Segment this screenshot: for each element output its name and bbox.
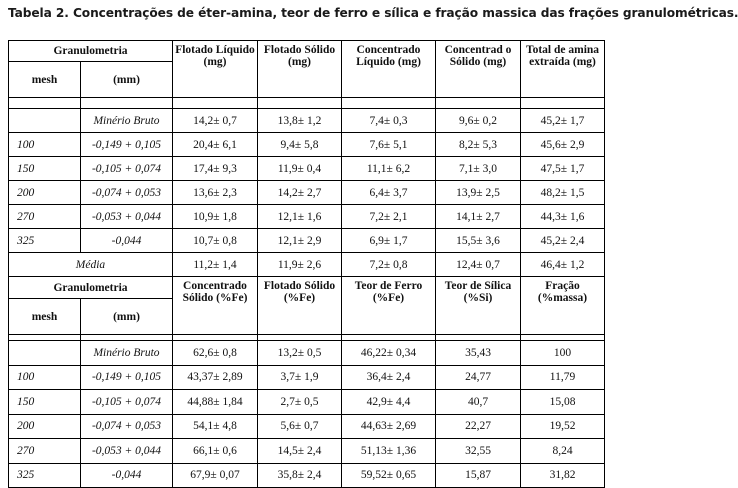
cell-mm: -0,053 + 0,044	[81, 205, 173, 229]
cell-value: 7,2± 0,8	[342, 253, 436, 277]
cell-value: 42,9± 4,4	[342, 390, 436, 415]
table-row	[9, 463, 605, 488]
header-mesh: mesh	[9, 299, 81, 335]
spacer-cell	[258, 98, 342, 109]
cell-value: 32,55	[436, 439, 521, 464]
cell-value: 35,8± 2,4	[258, 463, 342, 488]
table-row	[9, 205, 605, 229]
cell-value: 40,7	[436, 390, 521, 415]
cell-value: 11,9± 0,4	[258, 157, 342, 181]
cell-value: 8,2± 5,3	[436, 133, 521, 157]
cell-mesh: 150	[9, 390, 81, 415]
cell-value: 17,4± 9,3	[173, 157, 258, 181]
cell-value: 11,1± 6,2	[342, 157, 436, 181]
cell-mesh: 100	[9, 365, 81, 390]
cell-value: 100	[521, 341, 605, 366]
cell-value: 10,7± 0,8	[173, 229, 258, 253]
cell-value: 20,4± 6,1	[173, 133, 258, 157]
cell-value: 14,2± 2,7	[258, 181, 342, 205]
header-flotado-solido-fe: Flotado Sólido (%Fe)	[258, 277, 342, 335]
cell-mm: -0,105 + 0,074	[81, 157, 173, 181]
cell-value: 43,37± 2,89	[173, 365, 258, 390]
header-concentrado-liquido: Concentrado Líquido (mg)	[342, 41, 436, 98]
cell-value: 46,4± 1,2	[521, 253, 605, 277]
table-row	[9, 229, 605, 253]
spacer-cell	[342, 98, 436, 109]
table-caption: Tabela 2. Concentrações de éter-amina, teor de ferro e sílica e fração massica das frações granulométricas.	[8, 6, 738, 20]
cell-value: 13,8± 1,2	[258, 109, 342, 133]
cell-value: 7,4± 0,3	[342, 109, 436, 133]
cell-value: 51,13± 1,36	[342, 439, 436, 464]
cell-value: 36,4± 2,4	[342, 365, 436, 390]
spacer-cell	[9, 98, 81, 109]
cell-mm: -0,149 + 0,105	[81, 365, 173, 390]
spacer-cell	[521, 98, 605, 109]
cell-value: 67,9± 0,07	[173, 463, 258, 488]
cell-value: 11,2± 1,4	[173, 253, 258, 277]
cell-value: 13,6± 2,3	[173, 181, 258, 205]
cell-mm: -0,044	[81, 229, 173, 253]
cell-value: 12,1± 2,9	[258, 229, 342, 253]
header-teor-ferro: Teor de Ferro (%Fe)	[342, 277, 436, 335]
cell-value: 48,2± 1,5	[521, 181, 605, 205]
cell-media-label: Média	[9, 253, 173, 277]
cell-value: 15,08	[521, 390, 605, 415]
cell-value: 45,2± 1,7	[521, 109, 605, 133]
header-concentrado-solido-fe: Concentrado Sólido (%Fe)	[173, 277, 258, 335]
cell-value: 14,1± 2,7	[436, 205, 521, 229]
cell-value: 7,1± 3,0	[436, 157, 521, 181]
spacer-cell	[81, 98, 173, 109]
header-total-amina: Total de amina extraída (mg)	[521, 41, 605, 98]
cell-value: 5,6± 0,7	[258, 414, 342, 439]
cell-value: 10,9± 1,8	[173, 205, 258, 229]
table-row	[9, 439, 605, 464]
cell-value: 9,6± 0,2	[436, 109, 521, 133]
cell-value: 62,6± 0,8	[173, 341, 258, 366]
cell-value: 13,2± 0,5	[258, 341, 342, 366]
cell-value: 9,4± 5,8	[258, 133, 342, 157]
cell-value: 11,9± 2,6	[258, 253, 342, 277]
cell-mesh: 100	[9, 133, 81, 157]
table-row	[9, 365, 605, 390]
cell-value: 24,77	[436, 365, 521, 390]
cell-value: 7,2± 2,1	[342, 205, 436, 229]
cell-value: 11,79	[521, 365, 605, 390]
header-fracao: Fração (%massa)	[521, 277, 605, 335]
cell-value: 54,1± 4,8	[173, 414, 258, 439]
cell-value: 7,6± 5,1	[342, 133, 436, 157]
table-row	[9, 414, 605, 439]
cell-value: 47,5± 1,7	[521, 157, 605, 181]
cell-mm: -0,074 + 0,053	[81, 414, 173, 439]
cell-mesh: 270	[9, 205, 81, 229]
cell-mesh: 150	[9, 157, 81, 181]
header-flotado-liquido: Flotado Líquido (mg)	[173, 41, 258, 98]
header-concentrado-solido: Concentrad o Sólido (mg)	[436, 41, 521, 98]
cell-value: 45,2± 2,4	[521, 229, 605, 253]
cell-value: 14,2± 0,7	[173, 109, 258, 133]
cell-value: 12,4± 0,7	[436, 253, 521, 277]
table-row	[9, 390, 605, 415]
cell-value: 6,9± 1,7	[342, 229, 436, 253]
header-mm: (mm)	[81, 62, 173, 98]
cell-value: 31,82	[521, 463, 605, 488]
header-granulometria: Granulometria	[9, 277, 173, 299]
table-row	[9, 181, 605, 205]
cell-mm: -0,149 + 0,105	[81, 133, 173, 157]
cell-mm: Minério Bruto	[81, 109, 173, 133]
cell-mesh	[9, 109, 81, 133]
table-row	[9, 341, 605, 366]
table-row-media	[9, 253, 605, 277]
cell-mm: Minério Bruto	[81, 341, 173, 366]
table-row	[9, 109, 605, 133]
data-table	[8, 40, 605, 488]
header-mm: (mm)	[81, 299, 173, 335]
cell-value: 44,63± 2,69	[342, 414, 436, 439]
cell-value: 44,3± 1,6	[521, 205, 605, 229]
table-row	[9, 133, 605, 157]
cell-value: 45,6± 2,9	[521, 133, 605, 157]
cell-mesh: 270	[9, 439, 81, 464]
header-flotado-solido: Flotado Sólido (mg)	[258, 41, 342, 98]
cell-value: 15,5± 3,6	[436, 229, 521, 253]
cell-value: 2,7± 0,5	[258, 390, 342, 415]
cell-value: 59,52± 0,65	[342, 463, 436, 488]
cell-value: 6,4± 3,7	[342, 181, 436, 205]
cell-value: 22,27	[436, 414, 521, 439]
cell-mesh: 200	[9, 181, 81, 205]
cell-value: 8,24	[521, 439, 605, 464]
table-row	[9, 157, 605, 181]
cell-value: 15,87	[436, 463, 521, 488]
cell-mm: -0,044	[81, 463, 173, 488]
cell-value: 13,9± 2,5	[436, 181, 521, 205]
cell-value: 14,5± 2,4	[258, 439, 342, 464]
cell-mm: -0,074 + 0,053	[81, 181, 173, 205]
cell-value: 19,52	[521, 414, 605, 439]
cell-value: 66,1± 0,6	[173, 439, 258, 464]
header-mesh: mesh	[9, 62, 81, 98]
cell-mesh	[9, 341, 81, 366]
cell-value: 12,1± 1,6	[258, 205, 342, 229]
spacer-cell	[173, 98, 258, 109]
header-teor-silica: Teor de Sílica (%Si)	[436, 277, 521, 335]
header-granulometria: Granulometria	[9, 41, 173, 62]
cell-mm: -0,105 + 0,074	[81, 390, 173, 415]
cell-mesh: 325	[9, 463, 81, 488]
cell-value: 44,88± 1,84	[173, 390, 258, 415]
cell-value: 35,43	[436, 341, 521, 366]
cell-mesh: 325	[9, 229, 81, 253]
cell-mesh: 200	[9, 414, 81, 439]
cell-value: 3,7± 1,9	[258, 365, 342, 390]
cell-value: 46,22± 0,34	[342, 341, 436, 366]
spacer-cell	[436, 98, 521, 109]
cell-mm: -0,053 + 0,044	[81, 439, 173, 464]
